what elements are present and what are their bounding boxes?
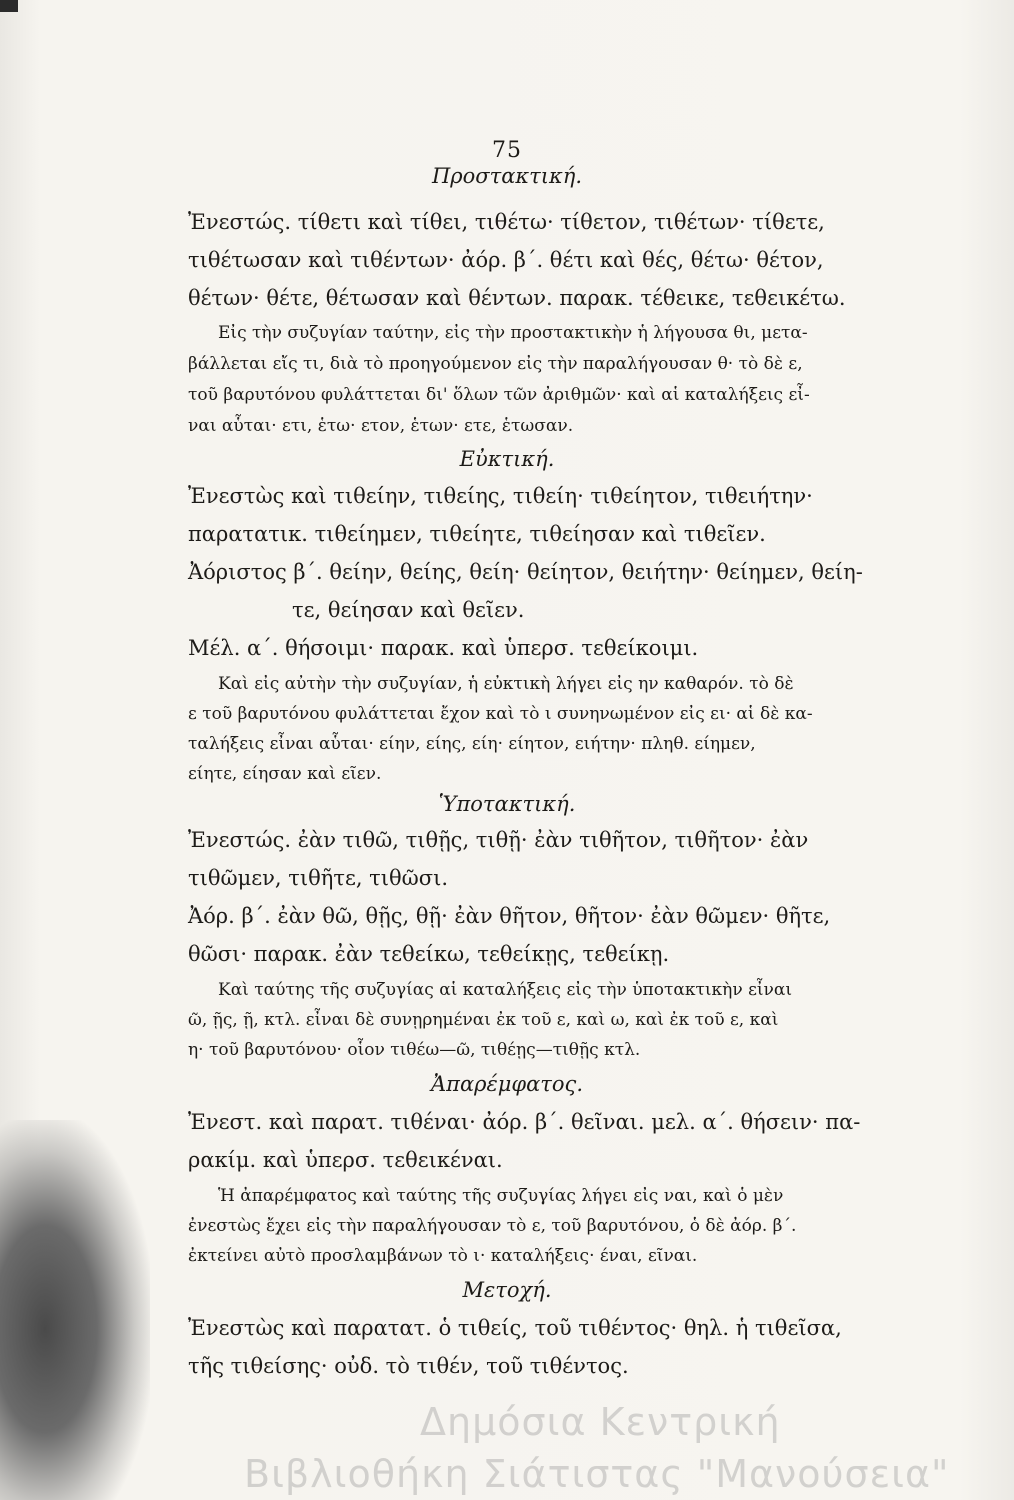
- text-line: Μέλ. α΄. θήσοιμι· παρακ. καὶ ὑπερσ. τεθείκοιμι.: [188, 636, 699, 660]
- text-line: Ἐνεστώς. τίθετι καὶ τίθει, τιθέτω· τίθετον, τιθέτων· τίθετε,: [188, 210, 825, 234]
- text-line: Καὶ ταύτης τῆς συζυγίας αἱ καταλήξεις εἰς τὴν ὑποτακτικὴν εἶναι: [218, 980, 793, 1000]
- text-line: Καὶ εἰς αὐτὴν τὴν συζυγίαν, ἡ εὐκτικὴ λήγει εἰς ην καθαρόν. τὸ δὲ: [218, 674, 794, 694]
- text-line: ε τοῦ βαρυτόνου φυλάττεται ἔχον καὶ τὸ ι συνηνωμένον εἰς ει· αἱ δὲ κα-: [188, 704, 813, 724]
- heading-imperative: Προστακτική.: [431, 164, 583, 188]
- text-line: Ἐνεστ. καὶ παρατ. τιθέναι· ἀόρ. β΄. θεῖναι. μελ. α΄. θήσειν· πα-: [188, 1110, 861, 1134]
- text-line: Ἐνεστὼς καὶ παρατατ. ὁ τιθείς, τοῦ τιθέντος· θηλ. ἡ τιθεῖσα,: [188, 1316, 842, 1340]
- page-number: 75: [492, 138, 522, 163]
- library-watermark-line2: Βιβλιοθήκη Σιάτιστας "Μανούσεια": [244, 1452, 950, 1496]
- heading-optative: Εὐκτική.: [459, 447, 555, 471]
- text-line: ἐκτείνει αὐτὸ προσλαμβάνων τὸ ι· καταλήξεις· έναι, εῖναι.: [188, 1246, 698, 1266]
- text-line: Ἐνεστώς. ἐὰν τιθῶ, τιθῇς, τιθῇ· ἐὰν τιθῆτον, τιθῆτον· ἐὰν: [188, 828, 809, 852]
- text-line: τῆς τιθείσης· οὐδ. τὸ τιθέν, τοῦ τιθέντος.: [188, 1354, 629, 1378]
- text-line: Ἀόρ. β΄. ἐὰν θῶ, θῇς, θῇ· ἐὰν θῆτον, θῆτον· ἐὰν θῶμεν· θῆτε,: [188, 904, 831, 928]
- text-line: θῶσι· παρακ. ἐὰν τεθείκω, τεθείκῃς, τεθείκῃ.: [188, 942, 670, 966]
- text-line: Εἰς τὴν συζυγίαν ταύτην, εἰς τὴν προστακτικὴν ἡ λήγουσα θι, μετα-: [218, 323, 808, 343]
- text-line: τε, θείησαν καὶ θεῖεν.: [292, 598, 525, 622]
- text-line: τιθέτωσαν καὶ τιθέντων· ἀόρ. β΄. θέτι καὶ θές, θέτω· θέτον,: [188, 248, 824, 272]
- text-line: Ἐνεστὼς καὶ τιθείην, τιθείης, τιθείη· τιθείητον, τιθειήτην·: [188, 484, 813, 508]
- library-watermark-line1: Δημόσια Κεντρική: [420, 1400, 781, 1444]
- text-line: Ἡ ἀπαρέμφατος καὶ ταύτης τῆς συζυγίας λήγει εἰς ναι, καὶ ὁ μὲν: [218, 1186, 784, 1206]
- text-line: θέτων· θέτε, θέτωσαν καὶ θέντων. παρακ. τέθεικε, τεθεικέτω.: [188, 286, 846, 310]
- text-line: η· τοῦ βαρυτόνου· οἷον τιθέω—ῶ, τιθέῃς—τιθῇς κτλ.: [188, 1040, 641, 1060]
- text-line: παρατατικ. τιθείημεν, τιθείητε, τιθείησαν καὶ τιθεῖεν.: [188, 522, 766, 546]
- text-line: ῶ, ῇς, ῇ, κτλ. εἶναι δὲ συνῃρημέναι ἐκ τοῦ ε, καὶ ω, καὶ ἐκ τοῦ ε, καὶ: [188, 1010, 779, 1030]
- thumb-shadow: [0, 1120, 150, 1500]
- text-line: ναι αὗται· ετι, ἑτω· ετον, ἑτων· ετε, ἑτωσαν.: [188, 416, 574, 436]
- text-line: ἐνεστὼς ἔχει εἰς τὴν παραλήγουσαν τὸ ε, τοῦ βαρυτόνου, ὁ δὲ ἀόρ. β΄.: [188, 1216, 797, 1236]
- text-line: ταλήξεις εἶναι αὗται· είην, είης, είη· είητον, ειήτην· πληθ. είημεν,: [188, 734, 756, 754]
- text-line: είητε, είησαν καὶ εῖεν.: [188, 764, 382, 784]
- text-line: τοῦ βαρυτόνου φυλάττεται δι' ὅλων τῶν ἀριθμῶν· καὶ αἱ καταλήξεις εἶ-: [188, 385, 810, 405]
- heading-participle: Μετοχή.: [462, 1278, 552, 1302]
- scan-corner-mark: [0, 0, 18, 12]
- text-line: ρακίμ. καὶ ὑπερσ. τεθεικέναι.: [188, 1148, 503, 1172]
- text-line: βάλλεται εἴς τι, διὰ τὸ προηγούμενον εἰς τὴν παραλήγουσαν θ· τὸ δὲ ε,: [188, 354, 803, 374]
- heading-infinitive: Ἀπαρέμφατος.: [431, 1072, 583, 1096]
- text-line: τιθῶμεν, τιθῆτε, τιθῶσι.: [188, 866, 449, 890]
- text-line: Ἀόριστος β΄. θείην, θείης, θείη· θείητον, θειήτην· θείημεν, θείη-: [188, 560, 863, 584]
- heading-subjunctive: Ὑποτακτική.: [438, 792, 576, 816]
